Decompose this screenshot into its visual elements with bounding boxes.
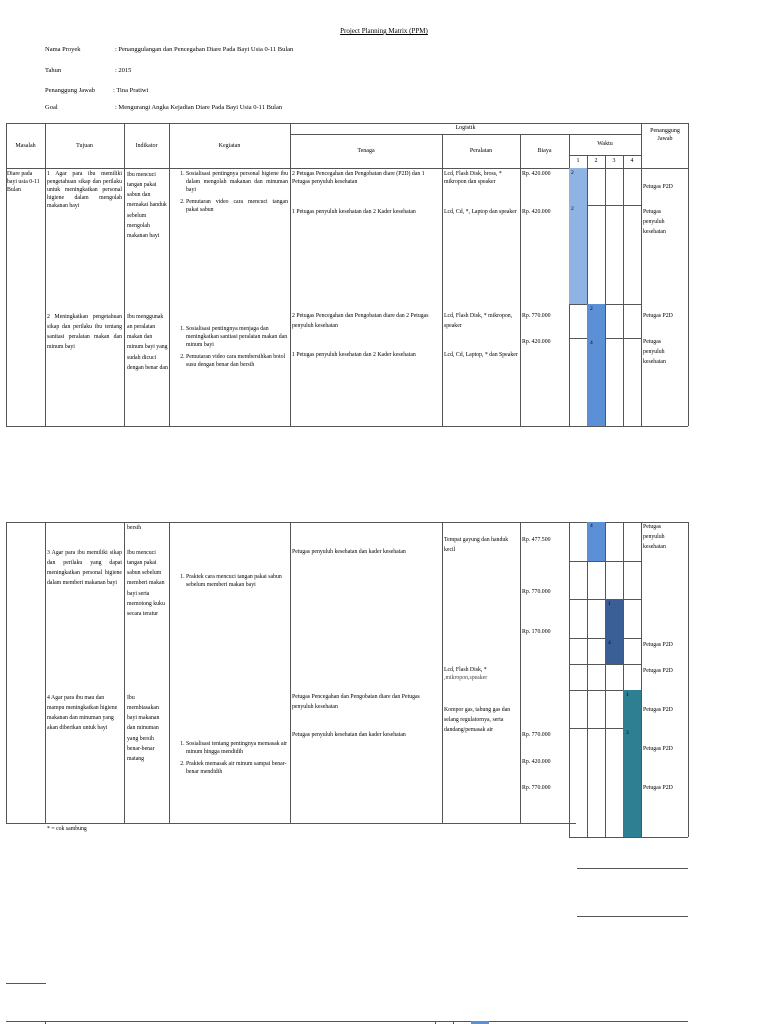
biaya-4c: Rp. 770.000	[522, 785, 551, 791]
kegiatan-4-item-1: 1. Sosialisasi tentang pentingnya memasak air minum hingga mendidih	[186, 740, 288, 756]
tujuan-4: 4 Agar para ibu mau dan mampu meningkatkan higiene makanan dan minuman yang akan diberikan untuk bayi	[47, 695, 118, 732]
alat-1a: Lcd, Flash Disk, bross, * mikropon dan speaker	[444, 171, 502, 186]
gantt-bar-3-label: 2	[590, 306, 593, 312]
gantt-bar-8-label: 1	[626, 692, 629, 698]
tujuan-2: 2 Meningkatkan pengetahuan sikap dan perilaku ibu tentang sanitasi peralatan makan dan minum bayi	[47, 314, 122, 351]
indikator-4: Ibu membiasakan bayi makanan dan minuman yang bersih benar-benar matang	[127, 695, 160, 762]
pj-2a: Petugas P2D	[643, 313, 673, 319]
biaya-2b: Rp. 420.000	[522, 339, 551, 345]
meta-value-year: : 2015	[115, 67, 132, 74]
masalah-cell: Diare pada bayi usia 0-11 Bulan	[7, 171, 40, 194]
alat-3b-line-1: Lcd, Flash Disk, *	[444, 667, 487, 673]
pj-2b: Petugas penyuluh kesehatan	[643, 339, 666, 365]
pj-3b: Petugas P2D	[643, 642, 673, 648]
tujuan-1: 1 Agar para ibu memiliki pengetahuan sikap dan perilaku untuk meningkatkan personal higiene dalam mengolah makanan bayi	[47, 171, 122, 210]
week-1-header: 1	[576, 158, 580, 164]
kegiatan-2-list	[172, 325, 288, 374]
kegiatan-3-item-1: 1. Praktek cara mencuci tangan pakai sabun sebelum memberi makan bayi	[186, 573, 288, 589]
gantt-bar-7-label: 4	[608, 640, 611, 646]
pj-3c: Petugas P2D	[643, 668, 673, 674]
gantt-bar-6-label: 1	[608, 601, 611, 607]
kegiatan-1-list	[172, 170, 288, 219]
alat-2a: Lcd, Flash Disk, * mikropon, speaker	[444, 313, 513, 329]
col-header-logistik: Logistik	[455, 125, 476, 131]
col-header-biaya: Biaya	[537, 148, 552, 154]
kegiatan-1-item-2: 2. Pemutaran video cara mencuci tangan pakai sabun	[186, 198, 288, 214]
gantt-bar-4-label: 4	[590, 340, 593, 346]
gantt-bar-1	[569, 168, 587, 304]
indikator-2-line-b: an peralatan makan dan minum bayi yang sudah dicuci dengan benar dan	[127, 324, 168, 371]
gantt-bar-8	[623, 690, 641, 837]
pj-3a: Petugas penyuluh kesehatan	[643, 524, 666, 550]
pj-4b: Petugas P2D	[643, 746, 673, 752]
alat-3b	[444, 666, 518, 682]
tujuan-3: 3 Agar para ibu memiliki sikap dan perilaku yang dapat meningkatkan personal higiene dalam memberi makanan bayi	[47, 550, 122, 587]
col-header-indikator: Indikator	[135, 143, 158, 149]
gantt-bar-2-label: 2	[571, 206, 574, 212]
biaya-4b: Rp. 420.000	[522, 759, 551, 765]
week-4-header: 4	[630, 158, 634, 164]
indikator-2-continued: bersih	[127, 525, 142, 531]
col-header-tenaga: Tenaga	[357, 148, 375, 154]
kegiatan-1-item-1: 1. Sosialisasi pentingnya personal higiene ibu dalam mengolah makanan dan minuman bayi	[186, 170, 288, 194]
col-header-peralatan: Peralatan	[469, 148, 493, 154]
pj-1a: Petugas P2D	[643, 184, 673, 190]
kegiatan-2-item-2: 2. Pemutaran video cara membersihkan botol susu dengan benar dan bersih	[186, 353, 288, 369]
alat-4: Kompor gas, tabung gas dan selang regulatornya, serta dandang/pemasak air	[444, 707, 511, 734]
kegiatan-3-list	[172, 573, 288, 593]
col-header-kegiatan: Kegiatan	[218, 143, 241, 149]
tenaga-2a: 2 Petugas Pencegahan dan Pengobatan diare dan 2 Petugas penyuluh kesehatan	[292, 313, 429, 329]
meta-label-project: Nama Proyek	[45, 46, 81, 53]
meta-value-pj: : Tina Pratiwi	[113, 87, 149, 94]
tenaga-4b: Petugas penyuluh kesehatan dan kader kesehatan	[292, 732, 406, 738]
meta-label-goal: Goal	[45, 104, 58, 111]
biaya-3b: Rp. 770.000	[522, 589, 551, 595]
col-header-penanggung-jawab: Penanggung Jawab	[650, 128, 680, 142]
col-header-waktu: Waktu	[597, 141, 613, 147]
meta-label-pj: Penanggung Jawab	[45, 87, 96, 94]
biaya-4a: Rp. 770.000	[522, 732, 551, 738]
meta-value-goal: : Mengurangi Angka Kejadian Diare Pada Bayi Usia 0-11 Bulan	[115, 104, 283, 111]
footnote: * = cok sambung	[47, 826, 87, 832]
alat-3a: Tempat gayung dan handuk kecil	[444, 537, 509, 553]
kegiatan-2-item-1: 1. Sosialisasi pentingnya menjaga dan meningkatkan sanitasi peralatan makan dan minum bayi	[186, 325, 288, 349]
col-header-masalah: Masalah	[15, 143, 36, 149]
gantt-bar-5-label: 4	[590, 523, 593, 529]
meta-value-project: : Penanggulangan dan Pencegahan Diare Pada Bayi Usia 0-11 Bulan	[115, 46, 294, 53]
gantt-bar-1-label: 2	[571, 170, 574, 176]
gantt-bar-9-label: 3	[626, 730, 629, 736]
gantt-bar-6	[605, 599, 623, 664]
indikator-2-line-a: Ibu menggunak	[127, 314, 164, 320]
kegiatan-4-item-2: 2. Praktek memasak air minum sampai benar-benar mendidih	[186, 760, 288, 776]
pj-4a: Petugas P2D	[643, 707, 673, 713]
biaya-3c: Rp. 170.000	[522, 629, 551, 635]
indikator-1: Ibu mencuci tangan pakai sabun dan memakai handuk sebelum mengolah makanan bayi	[127, 172, 167, 239]
page-title: Project Planning Matrix (PPM)	[340, 27, 428, 35]
gantt-bar-3	[587, 304, 605, 426]
tenaga-1a: 2 Petugas Pencegahan dan Pengobatan diare (P2D) dan 1 Petugas penyuluh kesehatan	[292, 171, 425, 186]
alat-3b-line-2: ,mikropon,speaker	[444, 675, 488, 682]
tenaga-2b: 1 Petugas penyuluh kesehatan dan 2 Kader kesehatan	[292, 352, 416, 358]
alat-2b: Lcd, Cd, Laptop, * dan Speaker	[444, 352, 518, 358]
biaya-2a: Rp. 770.000	[522, 313, 551, 319]
pj-1b: Petugas penyuluh kesehatan	[643, 209, 666, 235]
biaya-1a: Rp. 420.000	[522, 171, 551, 177]
col-header-tujuan: Tujuan	[76, 143, 93, 149]
indikator-3: Ibu mencuci tangan pakai sabun sebelum memberi makan bayi serta memotong kuku secara teratur	[127, 550, 165, 617]
week-2-header: 2	[594, 158, 598, 164]
week-3-header: 3	[612, 158, 616, 164]
kegiatan-4-list	[172, 740, 288, 780]
biaya-3a: Rp. 477.500	[522, 537, 551, 543]
meta-label-year: Tahun	[45, 67, 62, 74]
tenaga-3: Petugas penyuluh kesehatan dan kader kesehatan	[292, 549, 406, 555]
pj-4c: Petugas P2D	[643, 785, 673, 791]
tenaga-4a: Petugas Pencegahan dan Pengobatan diare dan Petugas penyuluh kesehatan	[292, 694, 420, 710]
biaya-1b: Rp. 420.000	[522, 209, 551, 215]
alat-1b: Lcd, Cd, *, Laptop dan speaker	[444, 209, 517, 215]
tenaga-1b: 1 Petugas penyuluh kesehatan dan 2 Kader kesehatan	[292, 209, 416, 215]
indikator-2	[127, 312, 168, 373]
